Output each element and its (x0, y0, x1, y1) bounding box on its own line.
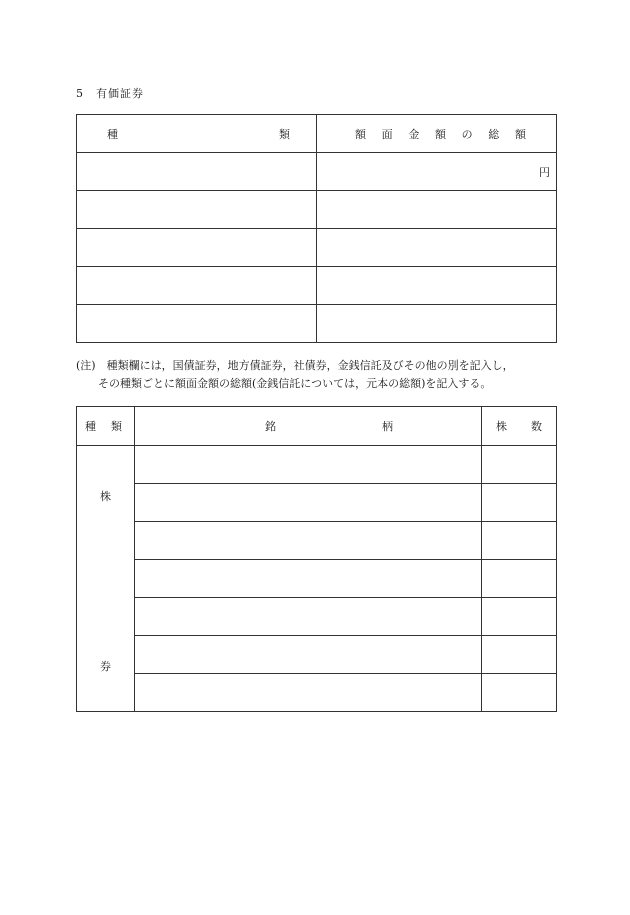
kind-label-top: 株 (100, 490, 111, 503)
share-count-cell[interactable] (482, 560, 557, 598)
table-row (77, 153, 557, 191)
table-row (77, 229, 557, 267)
yen-unit: 円 (539, 165, 550, 179)
table-row (77, 446, 557, 484)
table-row (77, 191, 557, 229)
issue-name-cell[interactable] (135, 446, 482, 484)
header-amount-char: 面 (381, 127, 393, 141)
amount-cell[interactable] (317, 305, 557, 343)
header-kind (77, 115, 317, 153)
section-title: 5 有価証券 (76, 87, 144, 100)
header-name-char-1: 銘 (265, 420, 276, 433)
share-count-cell[interactable] (482, 484, 557, 522)
header-kind-char-2: 類 (111, 420, 122, 433)
share-count-cell[interactable] (482, 446, 557, 484)
securities-table (76, 114, 557, 343)
issue-name-cell[interactable] (135, 522, 482, 560)
issue-name-cell[interactable] (135, 598, 482, 636)
kind-merged-cell (77, 446, 135, 712)
header-kind-char-2: 類 (279, 127, 290, 141)
share-count-cell[interactable] (482, 522, 557, 560)
header-share-count (482, 407, 557, 446)
stocks-table (76, 406, 557, 712)
amount-cell[interactable] (317, 229, 557, 267)
table-row (77, 305, 557, 343)
note-line-2: その種類ごとに額面金額の総額(金銭信託については，元本の総額)を記入する。 (98, 377, 492, 390)
amount-cell[interactable] (317, 267, 557, 305)
table-row (77, 267, 557, 305)
note (76, 357, 576, 393)
header-name-char-2: 柄 (382, 420, 393, 433)
share-count-cell[interactable] (482, 636, 557, 674)
table-row (77, 598, 557, 636)
kind-cell[interactable] (77, 229, 317, 267)
kind-cell[interactable] (77, 153, 317, 191)
table-row (77, 636, 557, 674)
header-amount-char: 総 (488, 127, 500, 141)
table-header-row (77, 407, 557, 446)
header-shares-char-1: 株 (496, 420, 507, 433)
header-amount-char: 額 (434, 127, 446, 141)
header-kind (77, 407, 135, 446)
header-amount-char: の (461, 127, 473, 141)
issue-name-cell[interactable] (135, 560, 482, 598)
table-row (77, 484, 557, 522)
header-amount-char: 額 (355, 127, 366, 141)
table-row (77, 522, 557, 560)
table-header-row (77, 115, 557, 153)
header-total-face-value (317, 115, 557, 153)
issue-name-cell[interactable] (135, 484, 482, 522)
kind-cell[interactable] (77, 305, 317, 343)
header-amount-char: 金 (408, 127, 420, 141)
share-count-cell[interactable] (482, 674, 557, 712)
table-row (77, 560, 557, 598)
kind-cell[interactable] (77, 267, 317, 305)
share-count-cell[interactable] (482, 598, 557, 636)
header-amount-char: 額 (514, 127, 526, 141)
kind-label-bottom: 券 (100, 660, 111, 673)
table-row (77, 674, 557, 712)
header-shares-char-2: 数 (531, 420, 542, 433)
issue-name-cell[interactable] (135, 674, 482, 712)
amount-cell[interactable] (317, 153, 557, 191)
header-kind-char-1: 種 (107, 127, 118, 141)
header-kind-char-1: 種 (85, 420, 96, 433)
kind-cell[interactable] (77, 191, 317, 229)
issue-name-cell[interactable] (135, 636, 482, 674)
amount-cell[interactable] (317, 191, 557, 229)
note-line-1: (注) 種類欄には，国債証券，地方債証券，社債券，金銭信託及びその他の別を記入し， (76, 359, 514, 372)
header-issue-name (135, 407, 482, 446)
